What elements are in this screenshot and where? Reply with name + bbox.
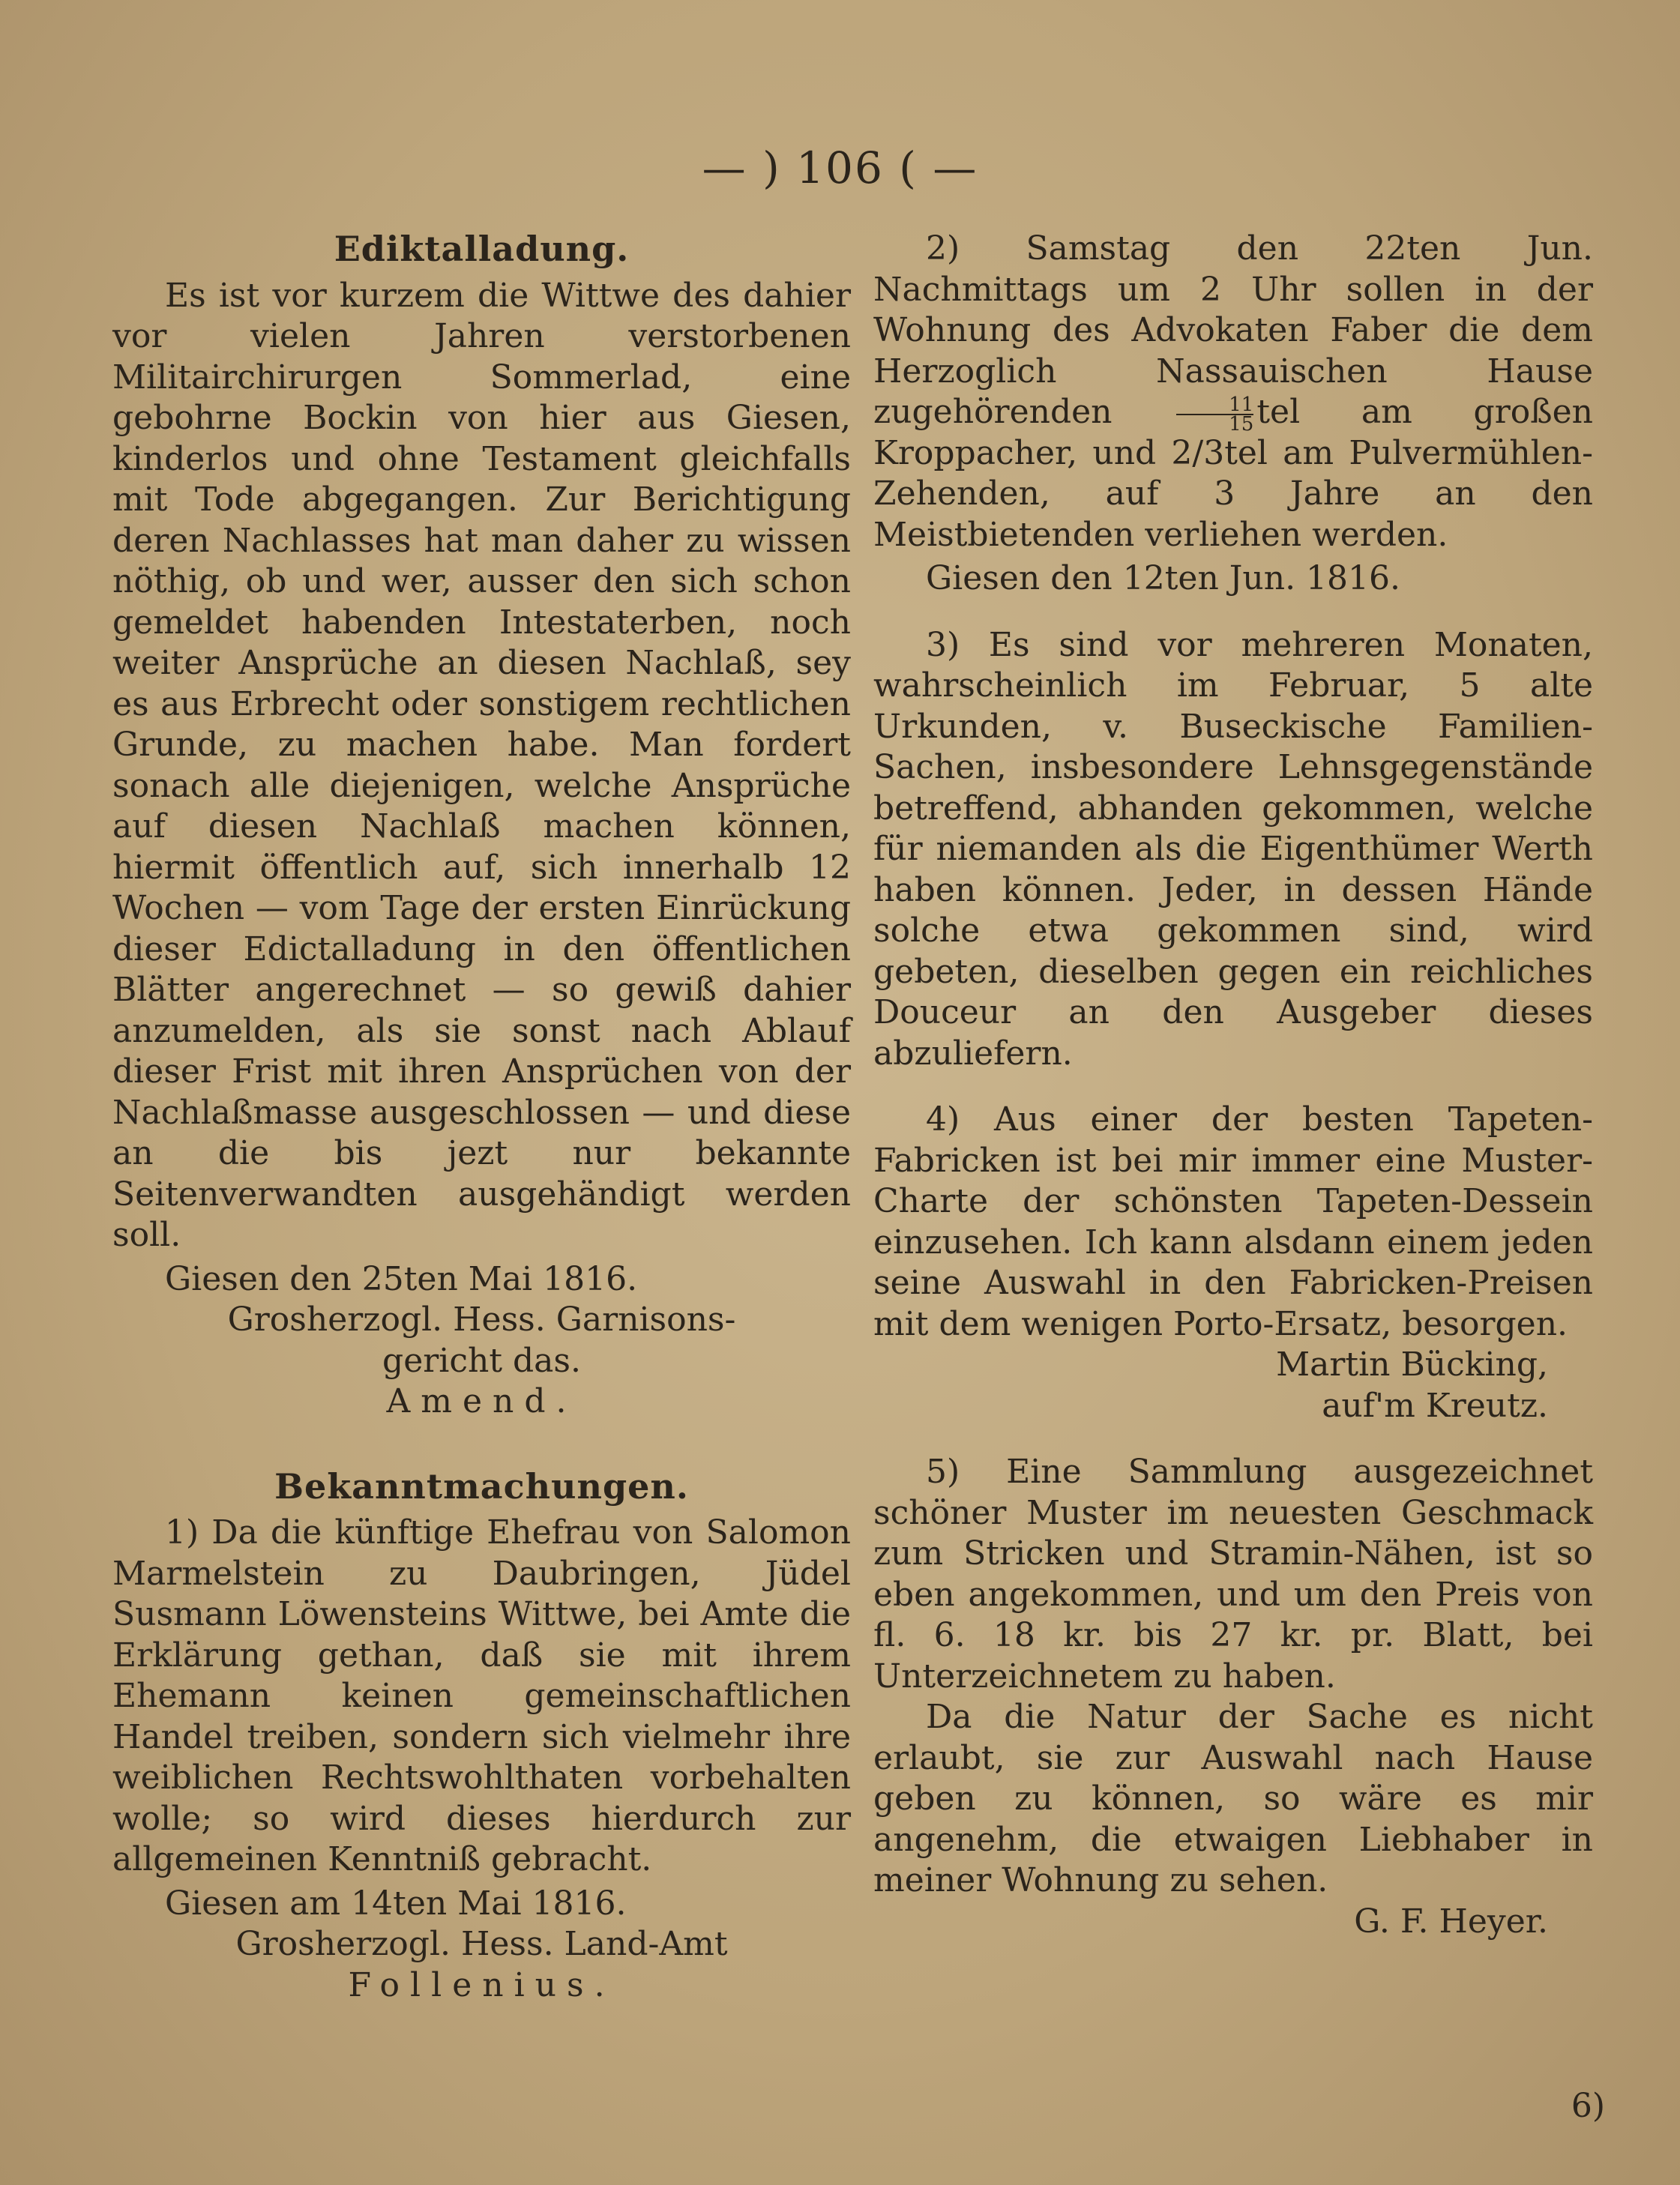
edikt-place-date: Giesen den 25ten Mai 1816.: [165, 1259, 638, 1298]
notice-2-text-continued: tel am großen Kroppacher, und 2/3tel am Pulvermühlen-Zehenden, auf 3 Jahre an den Meistbietenden verliehen werden.: [873, 393, 1593, 554]
fraction-numerator: 11: [1176, 396, 1253, 415]
notice-5: [873, 1452, 1593, 1942]
fraction: [1176, 393, 1254, 436]
edikt-body: Es ist vor kurzem die Wittwe des dahier vor vielen Jahren verstorbenen Militairchirurgen Sommerlad, eine gebohrne Bockin von hier aus Giesen, kinderlos und ohne Testament gleichfalls mit Tode abgegangen. Zur Berichtigung deren Nachlasses hat man daher zu wissen nöthig, ob und wer, ausser den sich schon gemeldet habenden Intestaterben, noch weiter Ansprüche an diesen Nachlaß, sey es aus Erbrecht oder sonstigem rechtlichen Grunde, zu machen habe. Man fordert sonach alle diejenigen, welche Ansprüche auf diesen Nachlaß machen können, hiermit öffentlich auf, sich innerhalb 12 Wochen — vom Tage der ersten Einrückung dieser Edictalladung in den öffentlichen Blätter angerechnet — so gewiß dahier anzumelden, als sie sonst nach Ablauf dieser Frist mit ihren Ansprüchen von der Nachlaßmasse ausgeschlossen — und diese an die bis jezt nur bekannte Seitenverwandten ausgehändigt werden soll.: [112, 276, 851, 1254]
right-column: [873, 229, 1593, 1942]
notice-spacer: [873, 1426, 1593, 1452]
notice-1-place-date: Giesen am 14ten Mai 1816.: [165, 1884, 627, 1923]
notice-4-signature-place: auf'm Kreutz.: [1322, 1386, 1548, 1425]
edikt-signature-name: Amend.: [386, 1382, 577, 1420]
notice-2-text: 2) Samstag den 22ten Jun. Nachmittags um 2 Uhr sollen in der Wohnung des Advokaten Faber die dem Herzoglich Nassauischen Hause zugehörenden: [873, 229, 1593, 431]
notice-2-body: [873, 229, 1593, 555]
left-column: [112, 229, 851, 2006]
notice-5-signature: G. F. Heyer.: [1354, 1902, 1548, 1941]
notice-4: [873, 1100, 1593, 1426]
notice-4-signature-name: Martin Bücking,: [1276, 1345, 1548, 1384]
notice-1-signature-name: Follenius.: [348, 1965, 615, 2004]
notice-spacer: [873, 1074, 1593, 1100]
notice-1-body: 1) Da die künftige Ehefrau von Salomon Marmelstein zu Daubringen, Jüdel Susmann Löwensteins Wittwe, bei Amte die Erklärung gethan, daß sie mit ihrem Ehemann keinen gemeinschaftlichen Handel treiben, sondern sich vielmehr ihre weiblichen Rechtswohlthaten vorbehalten wolle; so wird dieses hierdurch zur allgemeinen Kenntniß gebracht.: [112, 1513, 851, 1878]
bekanntmachungen-section: [112, 1466, 851, 2007]
edikt-title: Ediktalladung.: [334, 229, 630, 269]
notice-2-place-date: Giesen den 12ten Jun. 1816.: [926, 559, 1401, 597]
notice-4-body: 4) Aus einer der besten Tapeten-Fabricken ist bei mir immer eine Muster-Charte der schönsten Tapeten-Dessein einzusehen. Ich kann alsdann einem jeden seine Auswahl in den Fabricken-Preisen mit dem wenigen Porto-Ersatz, besorgen.: [873, 1100, 1593, 1343]
notice-5-body-2: Da die Natur der Sache es nicht erlaubt, sie zur Auswahl nach Hause geben zu können, so wäre es mir angenehm, die etwaigen Liebhaber in meiner Wohnung zu sehen.: [873, 1698, 1593, 1899]
fraction-denominator: 15: [1229, 412, 1254, 436]
section-spacer: [112, 1423, 851, 1466]
notice-1-signature-line-1: Grosherzogl. Hess. Land-Amt: [235, 1925, 728, 1963]
catchword: 6): [1571, 2087, 1605, 2125]
notice-3: [873, 625, 1593, 1075]
notice-5-body: 5) Eine Sammlung ausgezeichnet schöner Muster im neuesten Geschmack zum Stricken und Stramin-Nähen, ist so eben angekommen, und um den Preis von fl. 6. 18 kr. bis 27 kr. pr. Blatt, bei Unterzeichnetem zu haben.: [873, 1453, 1593, 1696]
edikt-signature-line-2: gericht das.: [382, 1341, 581, 1380]
notice-spacer: [873, 600, 1593, 625]
notice-3-body: 3) Es sind vor mehreren Monaten, wahrscheinlich im Februar, 5 alte Urkunden, v. Buseckische Familien-Sachen, insbesondere Lehnsgegenstände betreffend, abhanden gekommen, welche für niemanden als die Eigenthümer Werth haben können. Jeder, in dessen Hände solche etwa gekommen sind, wird gebeten, dieselben gegen ein reichliches Douceur an den Ausgeber dieses abzuliefern.: [873, 625, 1593, 1073]
bekanntmachungen-title: Bekanntmachungen.: [274, 1465, 689, 1507]
notice-2: [873, 229, 1593, 600]
page-number-header: — ) 106 ( —: [702, 142, 978, 193]
edikt-section: [112, 229, 851, 1423]
edikt-signature-line-1: Grosherzogl. Hess. Garnisons-: [227, 1301, 736, 1339]
